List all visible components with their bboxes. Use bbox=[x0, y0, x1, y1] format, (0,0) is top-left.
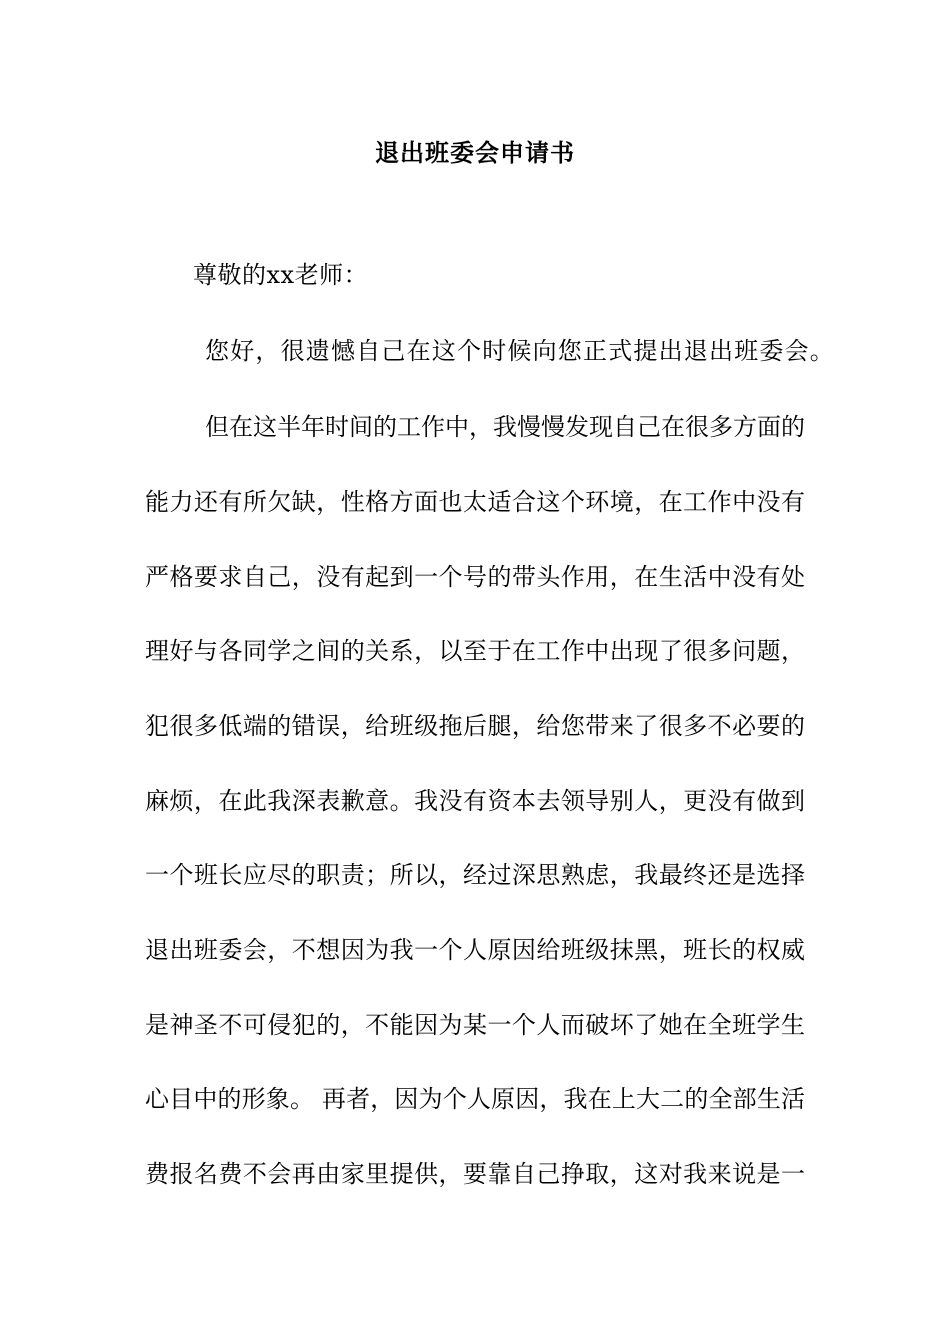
paragraph-2-line: 一个班长应尽的职责；所以，经过深思熟虑，我最终还是选择 bbox=[145, 861, 805, 889]
paragraph-2-line: 理好与各同学之间的关系，以至于在工作中出现了很多问题， bbox=[145, 637, 805, 665]
paragraph-2-line: 心目中的形象。 再者，因为个人原因，我在上大二的全部生活 bbox=[145, 1085, 805, 1113]
paragraph-2-line: 犯很多低端的错误，给班级拖后腿，给您带来了很多不必要的 bbox=[145, 712, 805, 740]
paragraph-2-line: 严格要求自己，没有起到一个号的带头作用，在生活中没有处 bbox=[145, 563, 805, 591]
document-title: 退出班委会申请书 bbox=[375, 138, 575, 167]
paragraph-2-line: 麻烦，在此我深表歉意。我没有资本去领导别人，更没有做到 bbox=[145, 787, 805, 815]
paragraph-1: 您好，很遗憾自己在这个时候向您正式提出退出班委会。 bbox=[205, 337, 835, 365]
paragraph-2-line: 是神圣不可侵犯的，不能因为某一个人而破坏了她在全班学生 bbox=[145, 1011, 805, 1039]
paragraph-2-line: 费报名费不会再由家里提供，要靠自己挣取，这对我来说是一 bbox=[145, 1160, 805, 1188]
paragraph-2-line: 退出班委会，不想因为我一个人原因给班级抹黑，班长的权威 bbox=[145, 936, 805, 964]
salutation: 尊敬的xx老师： bbox=[193, 261, 369, 289]
paragraph-2-line: 能力还有所欠缺，性格方面也太适合这个环境，在工作中没有 bbox=[145, 488, 805, 516]
paragraph-2-line: 但在这半年时间的工作中，我慢慢发现自己在很多方面的 bbox=[205, 413, 805, 441]
